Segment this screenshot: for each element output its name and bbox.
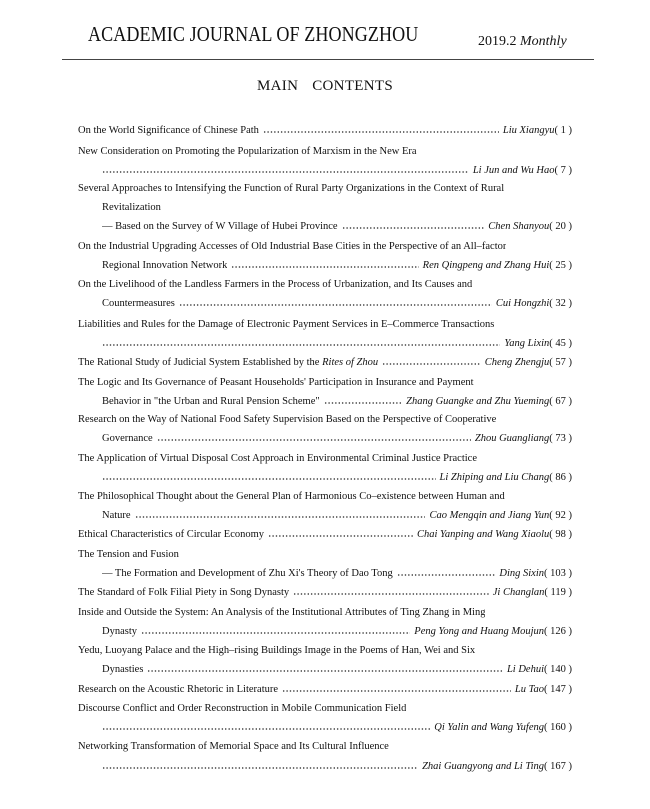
dot-leader xyxy=(179,300,492,306)
entry-title xyxy=(78,356,378,370)
entry-title: The Tension and Fusion xyxy=(78,549,179,560)
entry-title: Yedu, Luoyang Palace and the High–rising Buildings Image in the Poems of Han, Wei and Six xyxy=(78,645,476,656)
toc-entry[interactable] xyxy=(78,528,572,542)
entry-author: Qi Yalin and Wang Yufeng xyxy=(434,722,544,733)
entry-title-text: The Rational Study of Judicial System Established by the xyxy=(78,357,323,368)
entry-page: ( 147 ) xyxy=(544,684,572,695)
entry-title: The Application of Virtual Disposal Cost Approach in Environmental Criminal Justice Practice xyxy=(78,453,477,464)
entry-title: On the World Significance of Chinese Path xyxy=(78,125,259,136)
entry-author: Cheng Zhengju xyxy=(484,357,550,368)
entry-title-cont: Regional Innovation Network xyxy=(102,260,228,271)
toc-entry[interactable] xyxy=(78,683,572,697)
entry-author: Li Jun and Wu Hao xyxy=(472,165,555,176)
entry-page: ( 86 ) xyxy=(549,472,572,483)
dot-leader xyxy=(157,435,471,441)
toc-entry-subtitle xyxy=(102,567,572,581)
entry-title: Research on the Way of National Food Safety Supervision Based on the Perspective of Cooperative xyxy=(78,414,497,425)
toc-entry[interactable] xyxy=(78,318,572,332)
entry-page: ( 167 ) xyxy=(544,761,572,772)
toc-entry[interactable] xyxy=(78,548,572,562)
entry-author: Cui Hongzhi xyxy=(495,298,550,309)
entry-title: The Philosophical Thought about the General Plan of Harmonious Co–existence between Human and xyxy=(78,491,505,502)
dot-leader xyxy=(231,262,418,268)
dot-leader xyxy=(102,340,500,346)
dot-leader xyxy=(147,666,503,672)
entry-subtitle: — The Formation and Development of Zhu Xi's Theory of Dao Tong xyxy=(102,568,393,579)
issue-number: 2019.2 xyxy=(478,34,517,49)
entry-author: Zhang Guangke and Zhu Yueming xyxy=(406,396,550,407)
toc-entry-subtitle xyxy=(102,220,572,234)
entry-title: On the Livelihood of the Landless Farmers in the Process of Urbanization, and Its Causes and xyxy=(78,279,473,290)
toc-entry[interactable] xyxy=(78,356,572,370)
entry-title-cont: Dynasty xyxy=(102,626,137,637)
entry-author: Peng Yong and Huang Moujun xyxy=(414,626,544,637)
entry-title-cont: Governance xyxy=(102,433,153,444)
entry-page: ( 160 ) xyxy=(544,722,572,733)
dot-leader xyxy=(282,686,511,692)
toc-entry-continuation xyxy=(102,297,572,311)
toc-entry[interactable] xyxy=(78,644,572,658)
entry-author: Li Zhiping and Liu Chang xyxy=(439,472,550,483)
toc-entry-continuation xyxy=(102,395,572,409)
toc-entry[interactable] xyxy=(78,606,572,620)
entry-author: Ren Qingpeng and Zhang Hui xyxy=(422,260,550,271)
dot-leader xyxy=(293,589,489,595)
entry-title-cont: Dynasties xyxy=(102,664,144,675)
dot-leader xyxy=(135,512,426,518)
toc-entry-continuation xyxy=(102,432,572,446)
issue-info xyxy=(478,34,567,50)
entry-title: Research on the Acoustic Rhetoric in Literature xyxy=(78,684,279,695)
toc-entry[interactable] xyxy=(78,145,572,159)
toc-entry-continuation xyxy=(102,509,572,523)
entry-title-cont: Behavior in "the Urban and Rural Pension Scheme" xyxy=(102,396,320,407)
dot-leader xyxy=(102,474,436,480)
toc-entry-continuation xyxy=(102,663,572,677)
entry-page: ( 57 ) xyxy=(549,357,572,368)
toc-entry-continuation xyxy=(102,760,572,774)
issue-frequency: Monthly xyxy=(520,34,567,49)
toc-entry-continuation xyxy=(102,201,572,215)
toc-entry[interactable] xyxy=(78,124,572,138)
toc-entry-continuation xyxy=(102,259,572,273)
entry-page: ( 103 ) xyxy=(544,568,572,579)
entry-title: Inside and Outside the System: An Analysis of the Institutional Attributes of Ting Zhang in Ming xyxy=(78,607,486,618)
header-rule xyxy=(62,59,594,60)
entry-page: ( 32 ) xyxy=(549,298,572,309)
entry-title-cont: Countermeasures xyxy=(102,298,175,309)
toc-entry[interactable] xyxy=(78,490,572,504)
entry-title-cont: Revitalization xyxy=(102,202,161,213)
entry-page: ( 140 ) xyxy=(544,664,572,675)
toc-entry[interactable] xyxy=(78,376,572,390)
toc-entry-continuation xyxy=(102,471,572,485)
entry-page: ( 73 ) xyxy=(549,433,572,444)
toc-entry-continuation xyxy=(102,625,572,639)
dot-leader xyxy=(102,724,430,730)
toc-entry[interactable] xyxy=(78,452,572,466)
toc-entry[interactable] xyxy=(78,182,572,196)
entry-title: Liabilities and Rules for the Damage of Electronic Payment Services in E–Commerce Transactions xyxy=(78,319,495,330)
entry-author: Zhai Guangyong and Li Ting xyxy=(422,761,544,772)
toc-entry[interactable] xyxy=(78,586,572,600)
dot-leader xyxy=(263,127,499,133)
entry-page: ( 92 ) xyxy=(549,510,572,521)
dot-leader xyxy=(382,359,481,365)
toc-entry[interactable] xyxy=(78,278,572,292)
entry-page: ( 20 ) xyxy=(549,221,572,232)
contents-title: MAIN CONTENTS xyxy=(257,78,393,94)
entry-page: ( 25 ) xyxy=(549,260,572,271)
entry-title: The Standard of Folk Filial Piety in Song Dynasty xyxy=(78,587,290,598)
entry-author: Liu Xiangyu xyxy=(502,125,555,136)
entry-title: The Logic and Its Governance of Peasant Households' Participation in Insurance and Payment xyxy=(78,377,474,388)
entry-title-italic: Rites of Zhou xyxy=(322,357,379,368)
entry-page: ( 7 ) xyxy=(554,165,572,176)
entry-page: ( 119 ) xyxy=(544,587,572,598)
entry-author: Chen Shanyou xyxy=(488,221,550,232)
entry-page: ( 67 ) xyxy=(549,396,572,407)
entry-author: Li Dehui xyxy=(506,664,544,675)
entry-author: Lu Tao xyxy=(514,684,544,695)
entry-subtitle: — Based on the Survey of W Village of Hubei Province xyxy=(102,221,338,232)
entry-page: ( 45 ) xyxy=(549,338,572,349)
entry-title: On the Industrial Upgrading Accesses of Old Industrial Base Cities in the Perspective of an All–factor xyxy=(78,241,507,252)
entry-page: ( 98 ) xyxy=(549,529,572,540)
entry-title: Networking Transformation of Memorial Space and Its Cultural Influence xyxy=(78,741,389,752)
dot-leader xyxy=(268,531,413,537)
dot-leader xyxy=(141,628,410,634)
entry-author: Zhou Guangliang xyxy=(474,433,550,444)
toc-entry-continuation xyxy=(102,721,572,735)
journal-title: ACADEMIC JOURNAL OF ZHONGZHOU xyxy=(88,22,419,46)
dot-leader xyxy=(397,570,496,576)
entry-title-cont: Nature xyxy=(102,510,131,521)
toc-entry-continuation xyxy=(102,164,572,178)
entry-title: New Consideration on Promoting the Popularization of Marxism in the New Era xyxy=(78,146,417,157)
dot-leader xyxy=(102,167,469,173)
toc-entry[interactable] xyxy=(78,240,572,254)
entry-title: Discourse Conflict and Order Reconstruction in Mobile Communication Field xyxy=(78,703,407,714)
page-header xyxy=(0,0,650,60)
toc-entry-continuation xyxy=(102,337,572,351)
dot-leader xyxy=(102,763,418,769)
entry-page: ( 1 ) xyxy=(554,125,572,136)
entry-page: ( 126 ) xyxy=(544,626,572,637)
toc-entry[interactable] xyxy=(78,740,572,754)
dot-leader xyxy=(342,223,485,229)
toc-entry[interactable] xyxy=(78,413,572,427)
entry-author: Yang Lixin xyxy=(504,338,550,349)
entry-author: Cao Mengqin and Jiang Yun xyxy=(429,510,550,521)
entry-author: Ji Changlan xyxy=(492,587,545,598)
entry-title: Several Approaches to Intensifying the Function of Rural Party Organizations in the Context of Rural xyxy=(78,183,505,194)
entry-title: Ethical Characteristics of Circular Economy xyxy=(78,529,265,540)
entry-author: Chai Yanping and Wang Xiaolu xyxy=(417,529,550,540)
entry-author: Ding Sixin xyxy=(499,568,544,579)
toc-entry[interactable] xyxy=(78,702,572,716)
dot-leader xyxy=(324,398,402,404)
